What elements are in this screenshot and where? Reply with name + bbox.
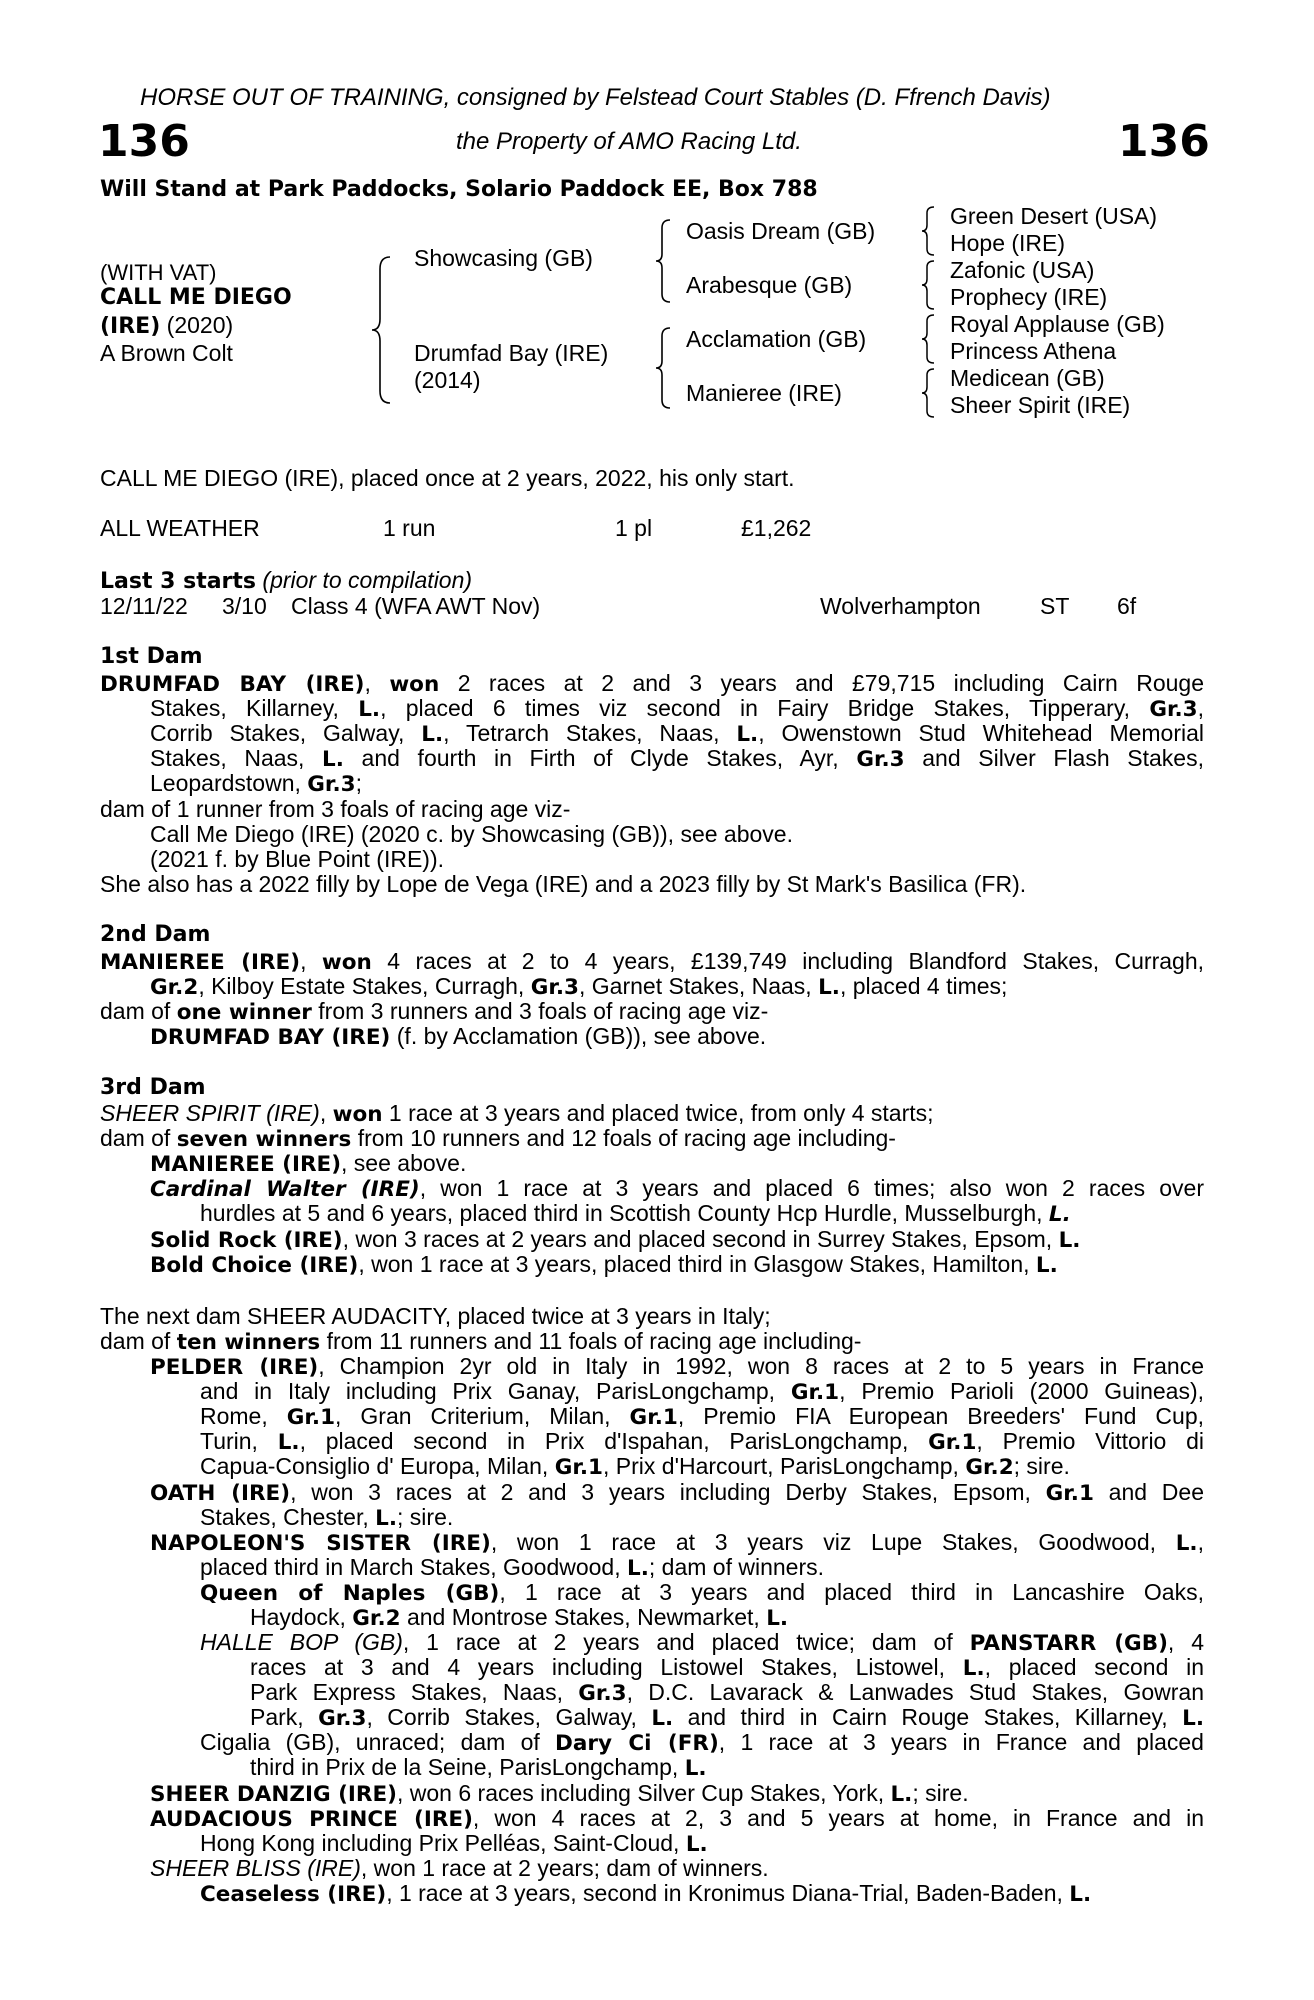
text-line (150, 1855, 769, 1881)
bold-run: seven winners (176, 1127, 352, 1152)
text-run: Park, (250, 1704, 319, 1730)
bold-run: Gr.3 (318, 1706, 367, 1731)
bold-run: L. (651, 1706, 674, 1731)
bold-run: Ceaseless (IRE) (200, 1882, 387, 1907)
bold-run: won (332, 1102, 383, 1127)
bold-run: Gr.1 (629, 1405, 678, 1430)
horse-suffix: (IRE) (100, 314, 161, 339)
third-dam-heading: 3rd Dam (100, 1075, 206, 1100)
start-date: 12/11/22 (100, 593, 188, 619)
text-line (150, 1805, 1204, 1833)
bold-run: DRUMFAD BAY (IRE) (150, 1025, 391, 1050)
text-run: , 1 race at 2 years and placed twice; dam of (402, 1629, 970, 1655)
bold-run: AUDACIOUS PRINCE (IRE) (150, 1807, 473, 1832)
text-line (250, 1679, 1204, 1707)
horse-description: A Brown Colt (100, 340, 233, 366)
text-run: dam of (100, 1328, 177, 1354)
sire: Showcasing (GB) (414, 245, 593, 271)
italic-run: SHEER BLISS (IRE) (150, 1855, 361, 1881)
text-line: dam of 1 runner from 3 foals of racing age viz- (100, 796, 571, 822)
horse-name: CALL ME DIEGO (100, 285, 292, 310)
text-line (200, 1629, 1204, 1657)
start-going: ST (1040, 593, 1070, 619)
record-earnings: £1,262 (741, 515, 812, 541)
bold-run: Gr.3 (578, 1681, 627, 1706)
text-run: Haydock, (250, 1604, 353, 1630)
bold-run: L. (1182, 1706, 1205, 1731)
dam-dam: Manieree (IRE) (686, 380, 842, 406)
text-run: , (300, 948, 322, 974)
bold-run: L. (1069, 1882, 1092, 1907)
granddam-3: Princess Athena (950, 338, 1117, 364)
text-run: third in Prix de la Seine, ParisLongchamp, (250, 1754, 685, 1780)
bold-run: PELDER (IRE) (150, 1355, 319, 1380)
text-run: , won 4 races at 2, 3 and 5 years at home, in France and in (472, 1805, 1204, 1831)
text-run: , (364, 670, 390, 696)
text-run: Turin, (200, 1428, 278, 1454)
text-run: Stakes, Naas, (150, 745, 323, 771)
bold-run: Gr.1 (790, 1380, 840, 1405)
text-line (150, 745, 1204, 773)
bold-run: MANIEREE (IRE) (150, 1152, 342, 1177)
text-run: , won 6 races including Silver Cup Stakes, York, (397, 1780, 891, 1806)
first-dam-heading: 1st Dam (100, 644, 203, 669)
italic-run: SHEER SPIRIT (IRE) (100, 1100, 320, 1126)
text-line (150, 770, 362, 798)
text-line (150, 1479, 1204, 1507)
text-line: She also has a 2022 filly by Lope de Vega (IRE) and a 2023 filly by St Mark's Basilica (FR). (100, 871, 1027, 897)
sire-line-brace (654, 218, 674, 304)
bold-run: Dary Ci (FR) (555, 1731, 719, 1756)
bold-run: OATH (IRE) (150, 1481, 291, 1506)
text-run: Stakes, Chester, (200, 1504, 376, 1530)
last-starts-note: (prior to compilation) (256, 567, 473, 593)
text-run: , Kilboy Estate Stakes, Curragh, (198, 973, 531, 999)
text-run: Stakes, Killarney, (150, 695, 359, 721)
bold-run: Gr.3 (856, 747, 905, 772)
text-line (100, 998, 768, 1026)
bold-italic-run: L. (1048, 1202, 1071, 1227)
text-run: , Premio FIA European Breeders' Fund Cup, (677, 1403, 1204, 1429)
grandsire-2: Zafonic (USA) (950, 257, 1095, 283)
text-run: and in Italy including Prix Ganay, ParisLongchamp, (200, 1378, 791, 1404)
granddam-1: Hope (IRE) (950, 230, 1066, 256)
text-run: dam of (100, 1125, 177, 1151)
text-run: , Champion 2yr old in Italy in 1992, won 8 races at 2 to 5 years in France (318, 1353, 1204, 1379)
text-line (150, 720, 1204, 748)
text-line (100, 1328, 861, 1356)
stand-location: Will Stand at Park Paddocks, Solario Paddock EE, Box 788 (100, 177, 818, 202)
text-line (200, 1428, 1204, 1456)
text-run: from 11 runners and 11 foals of racing age including- (320, 1328, 862, 1354)
text-run: Leopardstown, (150, 770, 308, 796)
text-run: , Gran Criterium, Milan, (335, 1403, 630, 1429)
text-run: , placed 6 times viz second in Fairy Bridge Stakes, Tipperary, (380, 695, 1150, 721)
text-line (200, 1200, 1071, 1228)
text-line (250, 1654, 1204, 1682)
text-run: , placed second in (984, 1654, 1204, 1680)
text-run: , won 3 races at 2 years and placed second in Surrey Stakes, Epsom, (342, 1226, 1059, 1252)
text-run: Hong Kong including Prix Pelléas, Saint-Cloud, (200, 1830, 686, 1856)
lot-number-left: 136 (98, 116, 190, 167)
text-run: Capua-Consiglio d' Europa, Milan, (200, 1453, 555, 1479)
text-run: Cigalia (GB), unraced; dam of (200, 1729, 556, 1755)
text-run: and Dee (1093, 1479, 1204, 1505)
text-run: (f. by Acclamation (GB)), see above. (390, 1023, 767, 1049)
text-run: , won 1 race at 3 years and placed 6 times; also won 2 races over (419, 1175, 1204, 1201)
italic-run: HALLE BOP (GB) (200, 1629, 403, 1655)
last-starts-label: Last 3 starts (100, 569, 257, 594)
text-run: , 1 race at 3 years in France and placed (718, 1729, 1204, 1755)
bold-run: NAPOLEON'S SISTER (IRE) (150, 1531, 491, 1556)
bold-run: L. (322, 747, 344, 772)
grandsire-4: Medicean (GB) (950, 365, 1105, 391)
text-run: , see above. (341, 1150, 467, 1176)
text-run: , (1197, 1529, 1204, 1555)
dam-foaled: (2014) (414, 367, 481, 393)
text-line (150, 1150, 466, 1178)
text-run: ; dam of winners. (648, 1554, 825, 1580)
bold-run: L. (766, 1606, 789, 1631)
dam: Drumfad Bay (IRE) (414, 340, 609, 366)
text-run: , placed 4 times; (839, 973, 1008, 999)
text-run: , Garnet Stakes, Naas, (579, 973, 819, 999)
bold-run: L. (685, 1832, 708, 1857)
text-line (100, 948, 1204, 976)
text-line (250, 1704, 1204, 1732)
bold-run: L. (421, 722, 444, 747)
text-run: , 4 (1167, 1629, 1204, 1655)
text-run: and third in Cairn Rouge Stakes, Killarney, (673, 1704, 1183, 1730)
text-line: Call Me Diego (IRE) (2020 c. by Showcasing (GB)), see above. (150, 821, 793, 847)
text-line (200, 1453, 1070, 1481)
text-run: dam of (100, 998, 177, 1024)
text-line (150, 1175, 1204, 1203)
text-run: , Tetrarch Stakes, Naas, (443, 720, 737, 746)
sire-sire: Oasis Dream (GB) (686, 218, 876, 244)
start-distance: 6f (1117, 593, 1137, 619)
bold-run: L. (736, 722, 759, 747)
text-line (200, 1880, 1091, 1908)
record-runs: 1 run (383, 515, 436, 541)
text-run: Corrib Stakes, Galway, (150, 720, 422, 746)
text-line (200, 1554, 824, 1582)
text-run: 4 races at 2 to 4 years, £139,749 including Blandford Stakes, Curragh, (371, 948, 1204, 974)
race-summary: CALL ME DIEGO (IRE), placed once at 2 years, 2022, his only start. (100, 465, 795, 491)
text-run: 1 race at 3 years and placed twice, from only 4 starts; (382, 1100, 934, 1126)
text-line (250, 1604, 788, 1632)
bold-run: Gr.1 (928, 1430, 977, 1455)
text-line (200, 1504, 453, 1532)
bold-run: Gr.1 (554, 1455, 604, 1480)
last-starts-heading (100, 567, 472, 594)
text-line: (2021 f. by Blue Point (IRE)). (150, 846, 445, 872)
record-surface: ALL WEATHER (100, 515, 260, 541)
bold-run: Gr.1 (1045, 1481, 1094, 1506)
horse-name-line2 (100, 312, 233, 339)
bold-run: L. (277, 1430, 300, 1455)
bold-run: L. (684, 1756, 707, 1781)
text-line (150, 1251, 1058, 1279)
bold-run: won (389, 672, 440, 697)
property-line: the Property of AMO Racing Ltd. (456, 128, 802, 155)
text-run: and fourth in Firth of Clyde Stakes, Ayr, (343, 745, 857, 771)
text-run: , Owenstown Stud Whitehead Memorial (758, 720, 1205, 746)
text-line (150, 1353, 1204, 1381)
bold-run: Gr.2 (352, 1606, 401, 1631)
text-run: from 3 runners and 3 foals of racing age viz- (311, 998, 769, 1024)
text-run: ; (355, 770, 362, 796)
text-line (150, 1023, 766, 1051)
text-run: 2 races at 2 and 3 years and £79,715 including Cairn Rouge (439, 670, 1205, 696)
text-run: from 10 runners and 12 foals of racing age including- (351, 1125, 896, 1151)
bold-run: L. (962, 1656, 985, 1681)
text-run: and Silver Flash Stakes, (904, 745, 1204, 771)
start-position: 3/10 (222, 593, 267, 619)
sire-dam: Arabesque (GB) (686, 272, 853, 298)
text-line: The next dam SHEER AUDACITY, placed twice at 3 years in Italy; (100, 1303, 771, 1329)
text-run: ; sire. (397, 1504, 454, 1530)
text-run: hurdles at 5 and 6 years, placed third in Scottish County Hcp Hurdle, Musselburgh, (200, 1200, 1049, 1226)
g-brace-4 (920, 367, 938, 419)
text-run: , Corrib Stakes, Galway, (366, 1704, 652, 1730)
bold-run: L. (1035, 1253, 1058, 1278)
start-race: Class 4 (WFA AWT Nov) (291, 593, 541, 619)
bold-run: L. (818, 975, 840, 1000)
second-dam-heading: 2nd Dam (100, 922, 211, 947)
text-line (100, 1125, 896, 1153)
consignment-line: HORSE OUT OF TRAINING, consigned by Felstead Court Stables (D. Ffrench Davis) (140, 84, 1051, 111)
dam-sire: Acclamation (GB) (686, 326, 867, 352)
grandsire-1: Green Desert (USA) (950, 203, 1158, 229)
bold-run: L. (358, 697, 381, 722)
text-line (100, 1100, 934, 1128)
bold-run: ten winners (176, 1330, 321, 1355)
text-run: , won 1 race at 3 years, placed third in Glasgow Stakes, Hamilton, (358, 1251, 1036, 1277)
bold-run: one winner (176, 1000, 312, 1025)
text-run: , Prix d'Harcourt, ParisLongchamp, (603, 1453, 966, 1479)
bold-run: Solid Rock (IRE) (150, 1228, 343, 1253)
text-line (250, 1754, 707, 1782)
bold-run: L. (627, 1556, 649, 1581)
text-run: , won 3 races at 2 and 3 years including Derby Stakes, Epsom, (290, 1479, 1046, 1505)
text-run: , won 1 race at 3 years viz Lupe Stakes, Goodwood, (490, 1529, 1176, 1555)
text-line (200, 1579, 1204, 1607)
text-run: races at 3 and 4 years including Listowel Stakes, Listowel, (250, 1654, 963, 1680)
text-line (200, 1729, 1204, 1757)
g-brace-3 (920, 313, 938, 365)
text-run: Rome, (200, 1403, 287, 1429)
text-line (150, 1780, 969, 1808)
text-run: , Premio Vittorio di (976, 1428, 1204, 1454)
text-run: , 1 race at 3 years, second in Kronimus Diana-Trial, Baden-Baden, (386, 1880, 1070, 1906)
bold-run: Gr.2 (150, 975, 199, 1000)
start-course: Wolverhampton (820, 593, 981, 619)
dam-line-brace (654, 326, 674, 410)
text-line (150, 1529, 1204, 1557)
text-run: , D.C. Lavarack & Lanwades Stud Stakes, Gowran (626, 1679, 1204, 1705)
text-run: ; sire. (912, 1780, 969, 1806)
text-run: , Premio Parioli (2000 Guineas), (839, 1378, 1204, 1404)
bold-run: L. (1058, 1228, 1081, 1253)
bold-run: Gr.3 (307, 772, 356, 797)
bold-run: Gr.2 (965, 1455, 1014, 1480)
text-line (200, 1378, 1204, 1406)
text-run: , 1 race at 3 years and placed third in Lancashire Oaks, (499, 1579, 1204, 1605)
bold-run: SHEER DANZIG (IRE) (150, 1782, 397, 1807)
granddam-2: Prophecy (IRE) (950, 284, 1108, 310)
bold-run: DRUMFAD BAY (IRE) (100, 672, 365, 697)
text-line (150, 1226, 1080, 1254)
bold-run: Gr.1 (286, 1405, 336, 1430)
text-run: placed third in March Stakes, Goodwood, (200, 1554, 628, 1580)
text-run: Park Express Stakes, Naas, (250, 1679, 579, 1705)
text-run: , (319, 1100, 333, 1126)
g-brace-2 (920, 259, 938, 311)
bold-run: Gr.3 (530, 975, 580, 1000)
text-line (150, 695, 1204, 723)
grandsire-3: Royal Applause (GB) (950, 311, 1165, 337)
text-run: , won 1 race at 2 years; dam of winners. (360, 1855, 769, 1881)
bold-run: MANIEREE (IRE) (100, 950, 301, 975)
vat-status: (WITH VAT) (100, 260, 217, 285)
bold-run: won (321, 950, 372, 975)
text-run: , placed second in Prix d'Ispahan, ParisLongchamp, (299, 1428, 929, 1454)
g-brace-1 (920, 205, 938, 257)
bold-run: L. (375, 1506, 398, 1531)
text-line (150, 973, 1007, 1001)
text-run: and Montrose Stakes, Newmarket, (400, 1604, 767, 1630)
bold-run: PANSTARR (GB) (969, 1631, 1168, 1656)
bold-run: Bold Choice (IRE) (150, 1253, 359, 1278)
bold-run: L. (890, 1782, 913, 1807)
lot-number-right: 136 (1118, 116, 1210, 167)
text-line (100, 670, 1204, 698)
bold-run: Gr.3 (1149, 697, 1198, 722)
bold-run: Queen of Naples (GB) (200, 1581, 500, 1606)
text-run: , (1197, 695, 1205, 721)
text-line (200, 1403, 1204, 1431)
granddam-4: Sheer Spirit (IRE) (950, 392, 1131, 418)
text-run: ; sire. (1013, 1453, 1070, 1479)
horse-year: (2020) (160, 312, 234, 338)
sire-dam-brace (370, 255, 394, 405)
text-line (200, 1830, 708, 1858)
bold-run: L. (1175, 1531, 1198, 1556)
bold-italic-run: Cardinal Walter (IRE) (150, 1177, 420, 1202)
record-placed: 1 pl (615, 515, 653, 541)
